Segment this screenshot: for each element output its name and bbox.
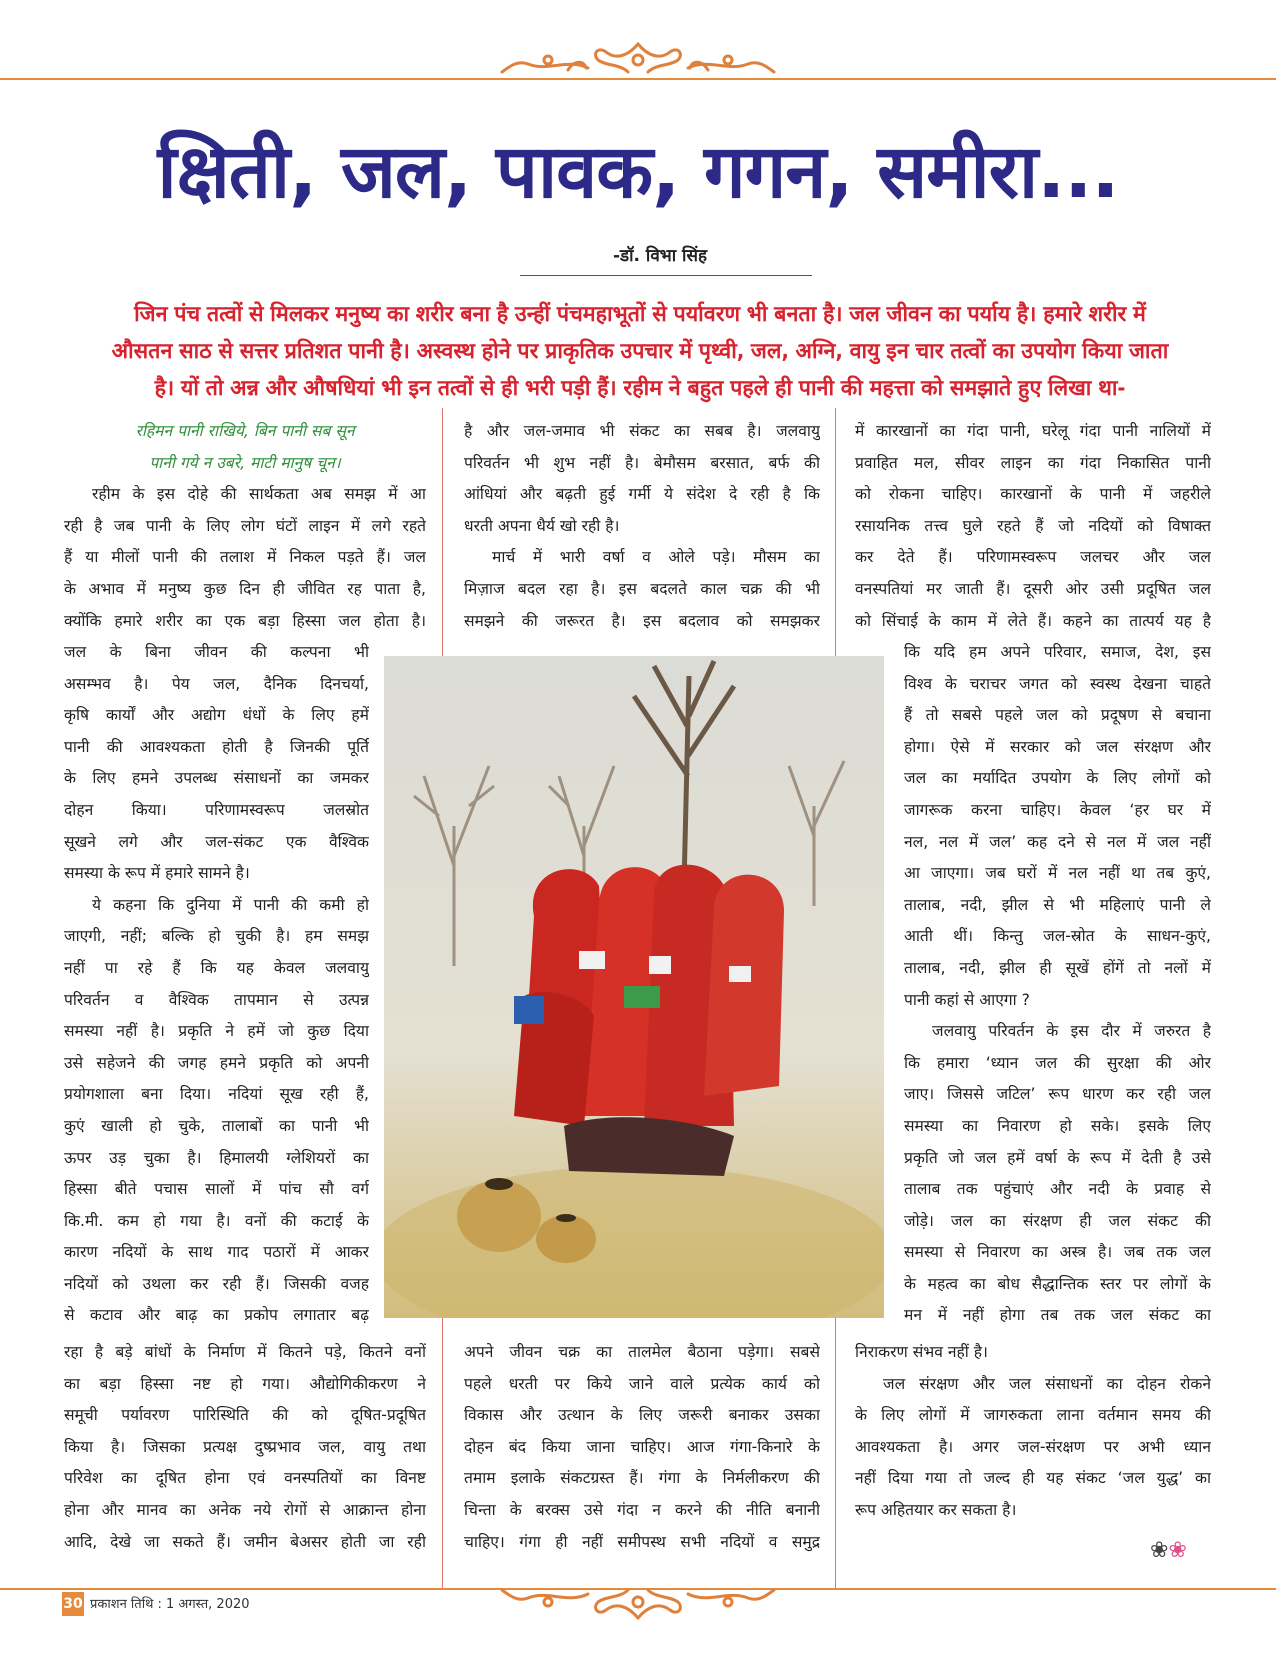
column-1-narrow (64, 637, 369, 1332)
text-line: जाए। जिससे जटिल’ रूप धारण कर रही जल (904, 1085, 1211, 1104)
poem-line: रहिमन पानी राखिये, बिन पानी सब सून (135, 422, 355, 440)
text-line: है और जल-जमाव भी संकट का सबब है। जलवायु (464, 422, 820, 440)
text-line: के अभाव में मनुष्य कुछ दिन ही जीवित रह पाता है, (64, 579, 426, 598)
text-line: समस्या नहीं है। प्रकृति ने हमें जो कुछ दिया (64, 1022, 369, 1041)
text-line: वनस्पतियां मर जाती हैं। दूसरी ओर उसी प्रदूषित जल (855, 579, 1211, 598)
column-1-bottom (64, 1337, 426, 1558)
text-line: जोड़े। जल का संरक्षण ही जल संकट की (904, 1211, 1211, 1230)
text-line: नदियों को उथला कर रही हैं। जिसकी वजह (64, 1274, 369, 1293)
text-line: समस्या के रूप में हमारे सामने है। (64, 864, 250, 883)
text-line: आवश्यकता है। अगर जल-संरक्षण पर अभी ध्यान (855, 1437, 1211, 1456)
text-line: असम्भव है। पेय जल, दैनिक दिनचर्या, (64, 674, 369, 693)
text-line: परिवेश का दूषित होना एवं वनस्पतियों का विनष्ट (64, 1469, 426, 1488)
text-line: रहीम के इस दोहे की सार्थकता अब समझ में आ (92, 485, 426, 504)
text-line: में कारखानों का गंदा पानी, घरेलू गंदा पानी नालियों में (855, 422, 1211, 440)
text-line: परिवर्तन भी शुभ नहीं है। बेमौसम बरसात, बर्फ की (464, 453, 820, 472)
poem-line: पानी गये न उबरे, माटी मानुष चून। (149, 453, 341, 472)
text-line: आ जाएगा। जब घरों में नल नहीं था तब कुएं, (904, 864, 1211, 883)
text-line: प्रकृति जो जल हमें वर्षा के रूप में देती है उसे (904, 1148, 1211, 1167)
text-line: आदि, देखे जा सकते हैं। जमीन बेअसर होती जा रही (64, 1532, 426, 1551)
column-2-bottom (464, 1337, 820, 1558)
column-3-bottom (855, 1337, 1211, 1527)
text-line: विकास और उत्थान के लिए जरूरी बनाकर उसका (464, 1406, 820, 1425)
text-line: नहीं पा रहे हैं कि यह केवल जलवायु (64, 958, 369, 977)
text-line: निराकरण संभव नहीं है। (855, 1343, 988, 1361)
top-ornament (488, 38, 788, 80)
text-line: किया है। जिसका प्रत्यक्ष दुष्प्रभाव जल, वायु तथा (64, 1437, 426, 1456)
flower-ornament-icon: ❀❀ (1150, 1538, 1187, 1563)
text-line: दोहन बंद किया जाना चाहिए। आज गंगा-किनारे के (464, 1437, 820, 1456)
text-line: का बड़ा हिस्सा नष्ट हो गया। औद्योगिकीकरण ने (64, 1374, 426, 1393)
text-line: जल के बिना जीवन की कल्पना भी (64, 643, 369, 661)
text-line: समझने की जरूरत है। इस बदलाव को समझकर (464, 611, 820, 630)
text-line: दोहन किया। परिणामस्वरूप जलस्रोत (64, 800, 369, 819)
text-line: को सिंचाई के काम में लेते हैं। कहने का तात्पर्य यह है (855, 611, 1211, 630)
text-line: हिस्सा बीते पचास सालों में पांच सौ वर्ग (64, 1180, 369, 1199)
painting-image (384, 656, 884, 1318)
text-line: चाहिए। गंगा ही नहीं समीपस्थ सभी नदियों व समुद्र (464, 1532, 820, 1551)
text-line: जलवायु परिवर्तन के इस दौर में जरुरत है (932, 1022, 1211, 1041)
text-line: विश्व के चराचर जगत को स्वस्थ देखना चाहते (904, 674, 1211, 693)
text-line: के लिए लोगों में जागरुकता लाना वर्तमान समय की (855, 1406, 1211, 1425)
column-3-narrow (904, 637, 1211, 1332)
author-byline: -डॉ. विभा सिंह (613, 246, 707, 266)
text-line: नल, नल में जल’ कह दने से नल में जल नहीं (904, 832, 1211, 851)
text-line: कि हमारा ‘ध्यान जल की सुरक्षा की ओर (904, 1053, 1211, 1072)
text-line: कि.मी. कम हो गया है। वनों की कटाई के (64, 1211, 369, 1230)
text-line: अपने जीवन चक्र का तालमेल बैठाना पड़ेगा। सबसे (464, 1343, 820, 1361)
text-line: आंधियां और बढ़ती हुई गर्मी ये संदेश दे रही है कि (464, 485, 820, 504)
article-title: क्षिती, जल, पावक, गगन, समीरा... (157, 129, 1119, 215)
text-line: जागरूक करना चाहिए। केवल ‘हर घर में (904, 800, 1211, 819)
text-line: हैं या मीलों पानी की तलाश में निकल पड़ते हैं। जल (64, 548, 426, 567)
text-line: उसे सहेजने की जगह हमने प्रकृति को अपनी (64, 1053, 369, 1072)
text-line: कि यदि हम अपने परिवार, समाज, देश, इस (904, 643, 1211, 661)
text-line: प्रयोगशाला बना दिया। नदियां सूख रही हैं, (64, 1085, 369, 1104)
text-line: के महत्व का बोध सैद्धान्तिक स्तर पर लोगों के (904, 1274, 1211, 1293)
text-line: मिज़ाज बदल रहा है। इस बदलते काल चक्र की भी (464, 579, 820, 598)
text-line: परिवर्तन व वैश्विक तापमान से उत्पन्न (64, 990, 369, 1009)
text-line: तालाब, नदी, झील से भी महिलाएं पानी ले (904, 895, 1211, 914)
text-line: कृषि कार्यों और अद्योग धंधों के लिए हमें (64, 706, 369, 725)
text-line: तमाम इलाके संकटग्रस्त हैं। गंगा के निर्मलीकरण की (464, 1469, 820, 1488)
text-line: आती थीं। किन्तु जल-स्रोत के साधन-कुएं, (904, 927, 1211, 946)
text-line: रही है जब पानी के लिए लोग घंटों लाइन में लगे रहते (64, 516, 426, 535)
intro-line: है। यों तो अन्न और औषधियां भी इन तत्वों से ही भरी पड़ी हैं। रहीम ने बहुत पहले ही पानी की महत्ता को समझाते हुए लिखा था- (154, 376, 1126, 401)
text-line: तालाब तक पहुंचाएं और नदी के प्रवाह से (904, 1180, 1211, 1199)
text-line: तालाब, नदी, झील ही सूखें होंगें तो नलों में (904, 958, 1211, 977)
text-line: पानी की आवश्यकता होती है जिनकी पूर्ति (64, 737, 369, 756)
intro-line: जिन पंच तत्वों से मिलकर मनुष्य का शरीर बना है उन्हीं पंचमहाभूतों से पर्यावरण भी बनता है। जल जीवन का पर्याय है। हमारे शरीर में (134, 302, 1146, 327)
text-line: जल संरक्षण और जल संसाधनों का दोहन रोकने (883, 1374, 1211, 1393)
text-line: समस्या से निवारण का अस्त्र है। जब तक जल (904, 1243, 1211, 1262)
text-line: समूची पर्यावरण पारिस्थिति की को दूषित-प्रदूषित (64, 1406, 426, 1425)
text-line: पहले धरती पर किये जाने वाले प्रत्येक कार्य को (464, 1374, 820, 1393)
text-line: रहा है बड़े बांधों के निर्माण में कितने पड़े, कितने वनों (64, 1343, 426, 1361)
text-line: होना और मानव का अनेक नये रोगों से आक्रान्त होना (64, 1500, 426, 1519)
text-line: पानी कहां से आएगा ? (904, 990, 1030, 1009)
text-line: कारण नदियों के साथ गाद पठारों में आकर (64, 1243, 369, 1262)
column-2-top (464, 416, 820, 637)
text-line: ये कहना कि दुनिया में पानी की कमी हो (92, 895, 369, 914)
column-1 (64, 416, 426, 637)
text-line: मार्च में भारी वर्षा व ओले पड़े। मौसम का (492, 548, 820, 567)
text-line: समस्या का निवारण हो सके। इसके लिए (904, 1116, 1211, 1135)
intro-line: औसतन साठ से सत्तर प्रतिशत पानी है। अस्वस्थ होने पर प्राकृतिक उपचार में पृथ्वी, जल, अग्नि, वायु इन चार तत्वों का उपयोग किया जाता (111, 339, 1169, 364)
text-line: रसायनिक तत्त्व घुले रहते हैं जो नदियों को विषाक्त (855, 516, 1211, 535)
text-line: सूखने लगे और जल-संकट एक वैश्विक (64, 832, 369, 851)
text-line: कुएं खाली हो चुके, तालाबों का पानी भी (64, 1116, 369, 1135)
text-line: से कटाव और बाढ़ का प्रकोप लगातार बढ़ (64, 1306, 369, 1325)
text-line: प्रवाहित मल, सीवर लाइन का गंदा निकासित पानी (855, 453, 1211, 472)
column-3-top (855, 416, 1211, 637)
page-number: 30 (62, 1592, 84, 1616)
text-line: मन में नहीं होगा तब तक जल संकट का (904, 1306, 1211, 1325)
text-line: नहीं दिया गया तो जल्द ही यह संकट ‘जल युद्ध’ का (855, 1469, 1211, 1488)
bottom-ornament (488, 1582, 788, 1624)
intro-paragraph (80, 296, 1200, 407)
text-line: चिन्ता के बरक्स उसे गंदा न करने की नीति बनानी (464, 1500, 820, 1519)
column-divider (442, 408, 443, 656)
text-line: को रोकना चाहिए। कारखानों के पानी में जहरीले (855, 485, 1211, 504)
text-line: धरती अपना धैर्य खो रही है। (464, 516, 620, 535)
column-divider (442, 1318, 443, 1588)
column-divider (835, 1318, 836, 1588)
text-line: क्योंकि हमारे शरीर का एक बड़ा हिस्सा जल होता है। (64, 611, 426, 630)
text-line: ऊपर उड़ चुका है। हिमालयी ग्लेशियरों का (64, 1148, 369, 1167)
column-divider (835, 408, 836, 656)
text-line: के लिए हमने उपलब्ध संसाधनों का जमकर (64, 769, 369, 788)
text-line: जाएगी, नहीं; बल्कि हो चुकी है। हम समझ (64, 927, 369, 946)
text-line: कर देते हैं। परिणामस्वरूप जलचर और जल (855, 548, 1211, 567)
text-line: हैं तो सबसे पहले जल को प्रदूषण से बचाना (904, 706, 1211, 725)
text-line: रूप अहितयार कर सकता है। (855, 1500, 1017, 1519)
text-line: होगा। ऐसे में सरकार को जल संरक्षण और (904, 737, 1211, 756)
text-line: जल का मर्यादित उपयोग के लिए लोगों को (904, 769, 1211, 788)
publication-date: प्रकाशन तिथि : 1 अगस्त, 2020 (90, 1597, 250, 1612)
byline-rule (520, 275, 812, 276)
